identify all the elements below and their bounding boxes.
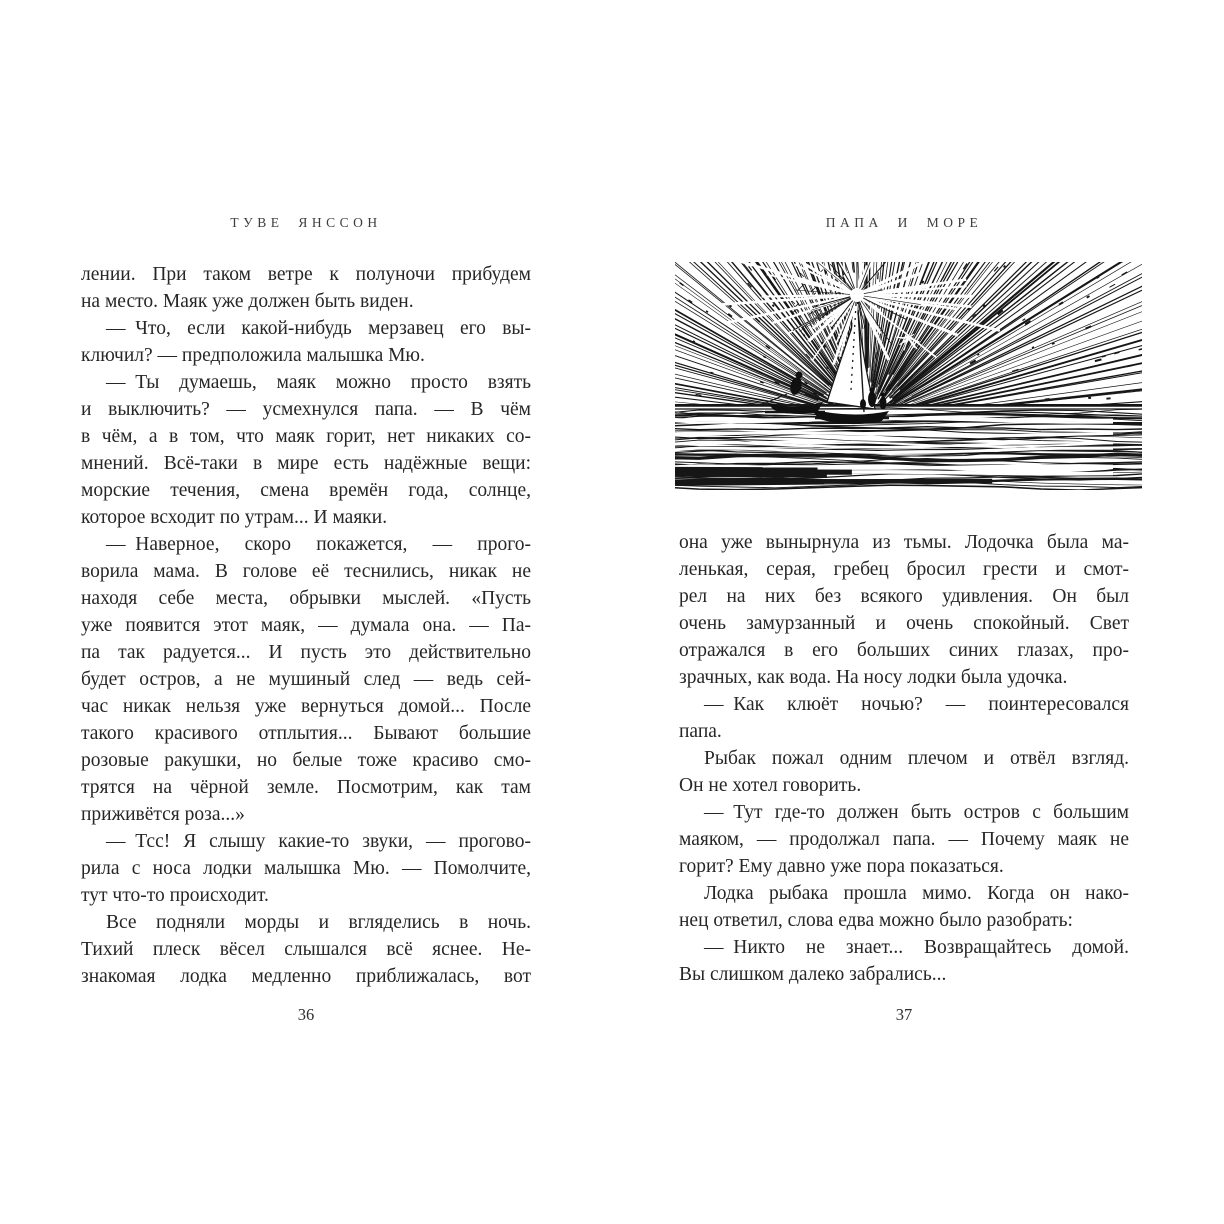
- text-line: — Что, если какой-нибудь мерзавец его вы-: [106, 318, 531, 339]
- text-line: на место. Маяк уже должен быть виден.: [81, 291, 414, 312]
- text-line: ворила мама. В голове её теснились, никак не: [81, 561, 531, 582]
- text-line: очень замурзанный и очень спокойный. Свет: [679, 613, 1129, 634]
- running-head-author: ТУВЕ ЯНССОН: [230, 215, 382, 230]
- text-line: будет остров, а не мушиный след — ведь сей-: [81, 669, 531, 690]
- text-line: — Наверное, скоро покажется, — прого-: [106, 534, 531, 555]
- text-line: — Никто не знает... Возвращайтесь домой.: [704, 937, 1129, 958]
- text-line: тут что-то происходит.: [81, 885, 269, 906]
- text-line: Вы слишком далеко забрались...: [679, 964, 947, 985]
- right-page-text-block: [679, 529, 1129, 988]
- text-line: ленькая, серая, гребец бросил грести и смот-: [679, 559, 1129, 580]
- text-line: — Тут где-то должен быть остров с большим: [704, 802, 1129, 823]
- text-line: Все подняли морды и вгляделись в ночь.: [106, 912, 531, 933]
- text-line: рел на них без всякого удивления. Он был: [679, 586, 1129, 607]
- text-line: трятся на чёрной земле. Посмотрим, как там: [81, 777, 531, 798]
- text-line: маяком, — продолжал папа. — Почему маяк не: [679, 829, 1129, 850]
- text-line: ключил? — предположила малышка Мю.: [81, 345, 425, 366]
- text-line: — Как клюёт ночью? — поинтересовался: [704, 694, 1129, 715]
- illustration-sailboat-night-sea: [675, 262, 1142, 490]
- text-line: которое всходит по утрам... И маяки.: [81, 507, 388, 528]
- text-line: Лодка рыбака прошла мимо. Когда он нако-: [704, 883, 1129, 904]
- text-line: в чём, а в том, что маяк горит, нет никаких со-: [81, 426, 531, 447]
- text-line: розовые ракушки, но белые тоже красиво смо-: [81, 750, 531, 771]
- page-number-right: 37: [895, 1005, 913, 1024]
- text-line: — Тсс! Я слышу какие-то звуки, — прогово-: [106, 831, 531, 852]
- text-line: па так радуется... И пусть это действительно: [81, 642, 531, 663]
- text-line: Тихий плеск вёсел слышался всё яснее. Не-: [81, 939, 531, 960]
- text-line: лении. При таком ветре к полуночи прибудем: [81, 264, 531, 285]
- text-line: отражался в его больших синих глазах, про-: [679, 640, 1129, 661]
- text-line: она уже вынырнула из тьмы. Лодочка была ма-: [679, 532, 1129, 553]
- text-line: такого красивого отплытия... Бывают большие: [81, 723, 531, 744]
- running-head-book-title: ПАПА И МОРЕ: [825, 215, 983, 230]
- illustration-svg: [675, 262, 1142, 490]
- text-line: и выключить? — усмехнулся папа. — В чём: [81, 399, 531, 420]
- text-line: Он не хотел говорить.: [679, 775, 862, 796]
- text-line: час никак нельзя уже вернуться домой... После: [81, 696, 531, 717]
- text-line: горит? Ему давно уже пора показаться.: [679, 856, 1004, 877]
- text-line: рила с носа лодки малышка Мю. — Помолчите,: [81, 858, 531, 879]
- text-line: мнений. Всё-таки в мире есть надёжные вещи:: [81, 453, 531, 474]
- text-line: Рыбак пожал одним плечом и отвёл взгляд.: [704, 748, 1129, 769]
- text-line: уже появится этот маяк, — думала она. — Па-: [81, 615, 531, 636]
- text-line: зрачных, как вода. На носу лодки была удочка.: [679, 667, 1068, 688]
- text-line: приживётся роза...»: [81, 804, 245, 825]
- text-line: — Ты думаешь, маяк можно просто взять: [106, 372, 531, 393]
- text-line: нец ответил, слова едва можно было разобрать:: [679, 910, 1073, 931]
- left-page-text-block: [81, 261, 531, 990]
- text-line: знакомая лодка медленно приближалась, вот: [81, 966, 531, 987]
- text-line: морские течения, смена времён года, солнце,: [81, 480, 531, 501]
- text-line: папа.: [679, 721, 722, 742]
- page-number-left: 36: [297, 1005, 315, 1024]
- text-line: находя себе места, обрывки мыслей. «Пусть: [81, 588, 531, 609]
